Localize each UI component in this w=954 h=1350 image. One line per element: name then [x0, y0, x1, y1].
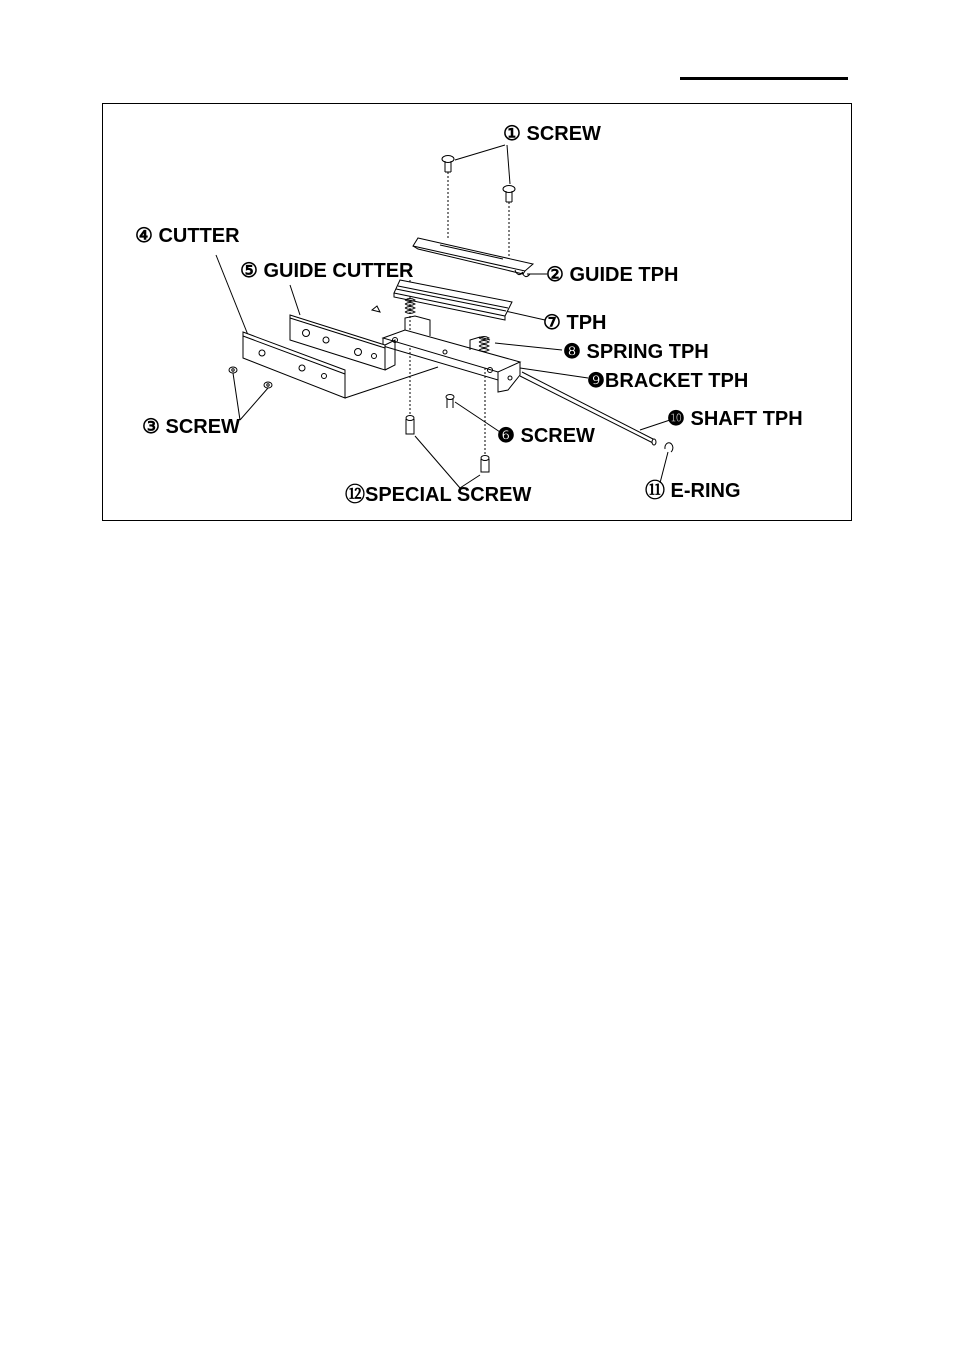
- screw-6-part: [446, 395, 454, 409]
- label-guide-tph: ② GUIDE TPH: [546, 264, 679, 286]
- label-special-screw: ⑫SPECIAL SCREW: [345, 484, 532, 506]
- screw-1-left: [442, 156, 454, 173]
- tph-part: [394, 280, 512, 320]
- label-spring-tph: ❽ SPRING TPH: [563, 341, 709, 363]
- screw-1-right: [503, 186, 515, 203]
- label-screw-1: ① SCREW: [503, 123, 601, 145]
- label-cutter: ④ CUTTER: [135, 225, 240, 247]
- label-bracket-tph: ❾BRACKET TPH: [587, 370, 749, 392]
- special-screw-parts: [406, 416, 489, 473]
- label-screw-3: ③ SCREW: [142, 416, 240, 438]
- label-screw-6: ❻ SCREW: [497, 425, 595, 447]
- label-tph: ⑦ TPH: [543, 312, 607, 334]
- label-guide-cutter: ⑤ GUIDE CUTTER: [240, 260, 414, 282]
- e-ring-part: [665, 443, 673, 452]
- label-shaft-tph: ❿ SHAFT TPH: [667, 408, 803, 430]
- guide-tph-part: [413, 238, 533, 277]
- label-e-ring: ⑪ E-RING: [645, 480, 741, 502]
- screw-3-parts: [229, 367, 272, 388]
